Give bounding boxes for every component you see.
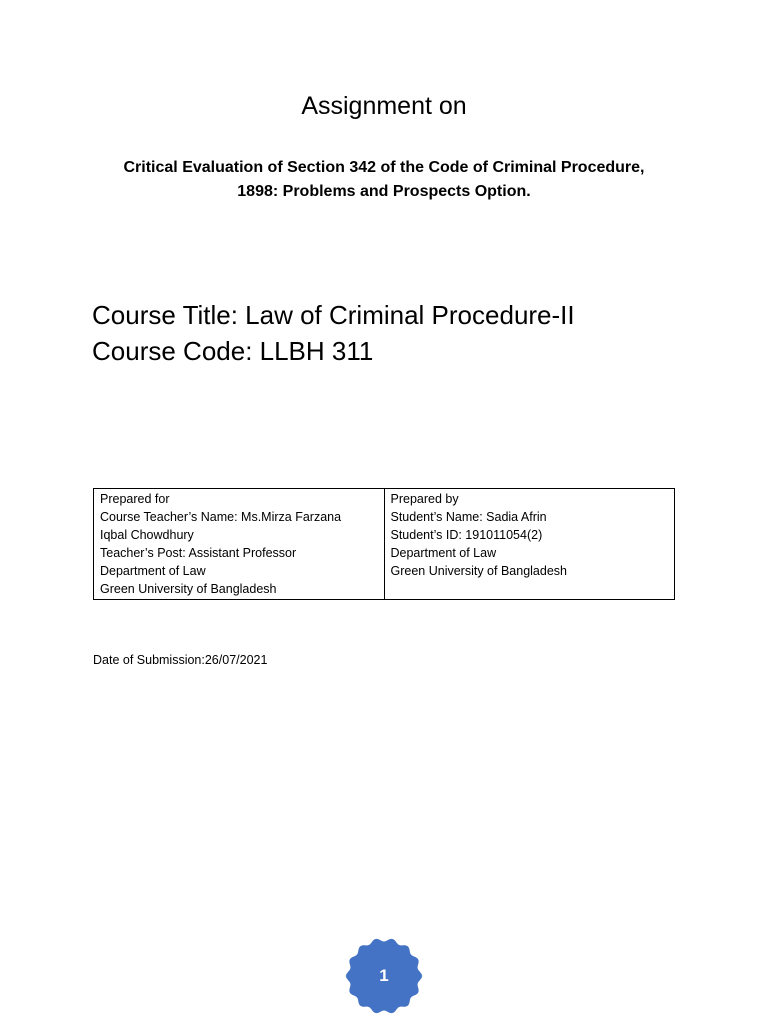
submission-date: Date of Submission:26/07/2021	[93, 653, 268, 667]
teacher-name-line-2: Iqbal Chowdhury	[100, 528, 194, 542]
teacher-post: Teacher’s Post: Assistant Professor	[100, 546, 297, 560]
student-department: Department of Law	[390, 546, 497, 560]
prepared-by-cell	[384, 489, 675, 600]
preparation-info-table	[93, 488, 675, 600]
student-university: Green University of Bangladesh	[390, 564, 567, 578]
document-heading: Assignment on	[301, 92, 467, 120]
teacher-department: Department of Law	[100, 564, 206, 578]
page-number: 1	[379, 966, 389, 985]
subtitle-line-2: 1898: Problems and Prospects Option.	[237, 183, 531, 200]
student-id: Student’s ID: 191011054(2)	[390, 528, 543, 542]
assignment-subtitle	[84, 156, 684, 204]
course-title: Course Title: Law of Criminal Procedure-II	[92, 300, 575, 330]
teacher-university: Green University of Bangladesh	[100, 582, 277, 596]
subtitle-line-1: Critical Evaluation of Section 342 of the Code of Criminal Procedure,	[123, 159, 645, 176]
table-row	[94, 489, 675, 600]
teacher-name-line-1: Course Teacher’s Name: Ms.Mirza Farzana	[100, 510, 342, 524]
prepared-for-header: Prepared for	[100, 492, 170, 506]
prepared-for-cell	[94, 489, 385, 600]
course-code: Course Code: LLBH 311	[92, 336, 374, 366]
page-number-badge	[345, 937, 423, 1015]
prepared-by-header: Prepared by	[390, 492, 459, 506]
student-name: Student’s Name: Sadia Afrin	[390, 510, 547, 524]
